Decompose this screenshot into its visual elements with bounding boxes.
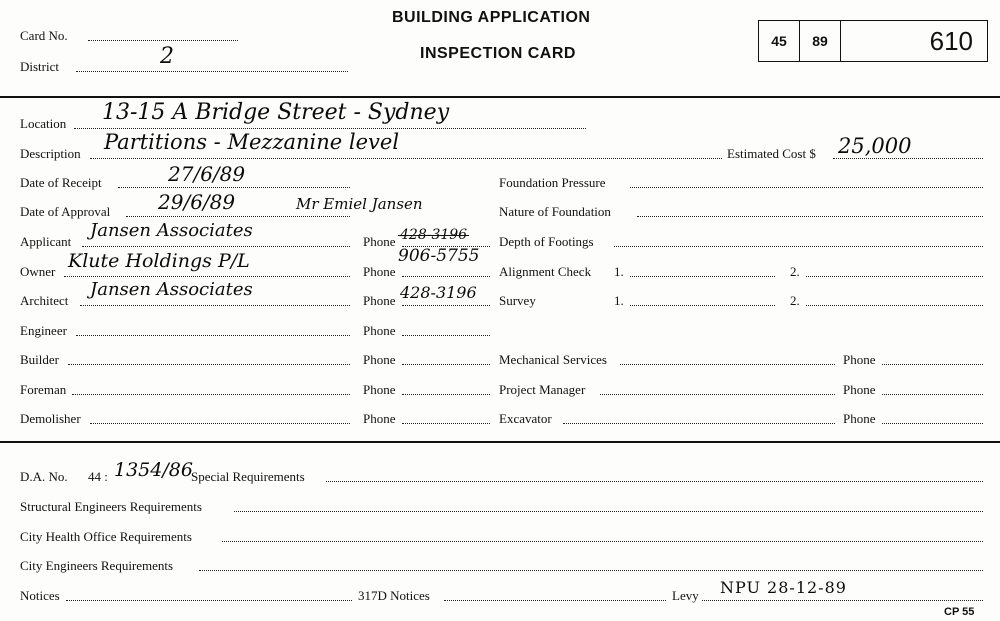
foreman-label: Foreman	[20, 382, 67, 397]
estimated-cost-label: Estimated Cost $	[727, 146, 816, 161]
survey-num-2: 2.	[790, 293, 800, 308]
structural-engineers-field[interactable]	[234, 511, 983, 512]
location-label: Location	[20, 116, 67, 131]
survey-field-1[interactable]	[630, 305, 775, 306]
da-no-value: 1354/86	[114, 459, 193, 481]
district-field[interactable]	[76, 71, 348, 72]
owner-field[interactable]	[64, 276, 350, 277]
card-no-field[interactable]	[88, 40, 238, 41]
survey-label: Survey	[499, 293, 536, 308]
city-health-field[interactable]	[222, 541, 983, 542]
mechanical-services-label: Mechanical Services	[499, 352, 607, 367]
architect-value: Jansen Associates	[90, 279, 253, 300]
levy-label: Levy	[672, 588, 699, 603]
date-of-receipt-value: 27/6/89	[168, 162, 246, 186]
demolisher-phone-label: Phone	[363, 411, 396, 426]
structural-engineers-label: Structural Engineers Requirements	[20, 499, 202, 514]
foreman-phone-label: Phone	[363, 382, 396, 397]
notices-317d-label: 317D Notices	[358, 588, 430, 603]
foreman-field[interactable]	[72, 394, 350, 395]
levy-value: NPU 28-12-89	[720, 578, 847, 597]
approver-name: Mr Emiel Jansen	[296, 195, 423, 213]
architect-phone-label: Phone	[363, 293, 396, 308]
alignment-field-1[interactable]	[630, 276, 775, 277]
applicant-phone-value: 428-3196	[400, 227, 468, 243]
architect-phone-field[interactable]	[402, 305, 490, 306]
description-label: Description	[20, 146, 81, 161]
excavator-label: Excavator	[499, 411, 552, 426]
owner-label: Owner	[20, 264, 56, 279]
mechanical-services-phone-label: Phone	[843, 352, 876, 367]
engineer-field[interactable]	[76, 335, 350, 336]
notices-field[interactable]	[66, 600, 352, 601]
excavator-field[interactable]	[563, 423, 835, 424]
nature-of-foundation-label: Nature of Foundation	[499, 204, 611, 219]
architect-field[interactable]	[80, 305, 350, 306]
project-manager-phone-label: Phone	[843, 382, 876, 397]
title-line-2: INSPECTION CARD	[420, 45, 576, 62]
district-value: 2	[160, 44, 174, 69]
alignment-num-2: 2.	[790, 264, 800, 279]
date-of-approval-field[interactable]	[126, 216, 350, 217]
district-label: District	[20, 59, 59, 74]
title-line-1: BUILDING APPLICATION	[392, 9, 591, 26]
city-engineers-field[interactable]	[199, 570, 983, 571]
location-value: 13-15 A Bridge Street - Sydney	[102, 100, 450, 125]
owner-phone-field[interactable]	[402, 276, 490, 277]
depth-of-footings-label: Depth of Footings	[499, 234, 594, 249]
box-cell-1: 45	[759, 21, 800, 61]
excavator-phone-field[interactable]	[882, 423, 983, 424]
form-code: CP 55	[944, 606, 975, 618]
estimated-cost-field[interactable]	[833, 158, 983, 159]
location-field[interactable]	[74, 128, 586, 129]
divider-top	[0, 96, 1000, 98]
estimated-cost-value: 25,000	[838, 134, 912, 158]
builder-phone-field[interactable]	[402, 364, 490, 365]
nature-of-foundation-field[interactable]	[637, 216, 983, 217]
description-value: Partitions - Mezzanine level	[104, 130, 400, 154]
foundation-pressure-label: Foundation Pressure	[499, 175, 606, 190]
applicant-value: Jansen Associates	[90, 220, 253, 241]
city-engineers-label: City Engineers Requirements	[20, 558, 174, 573]
date-of-approval-value: 29/6/89	[158, 190, 236, 214]
city-health-label: City Health Office Requirements	[20, 529, 192, 544]
engineer-phone-field[interactable]	[402, 335, 490, 336]
builder-label: Builder	[20, 352, 59, 367]
foreman-phone-field[interactable]	[402, 394, 490, 395]
special-requirements-label: Special Requirements	[191, 469, 305, 484]
project-manager-label: Project Manager	[499, 382, 586, 397]
special-requirements-field[interactable]	[326, 481, 983, 482]
architect-label: Architect	[20, 293, 69, 308]
demolisher-phone-field[interactable]	[402, 423, 490, 424]
survey-num-1: 1.	[614, 293, 624, 308]
project-manager-phone-field[interactable]	[882, 394, 983, 395]
card-no-label: Card No.	[20, 28, 68, 43]
engineer-label: Engineer	[20, 323, 67, 338]
architect-phone-value: 428-3196	[400, 283, 477, 302]
demolisher-field[interactable]	[90, 423, 350, 424]
da-no-prefix: 44 :	[88, 469, 108, 484]
description-field[interactable]	[90, 158, 722, 159]
alignment-num-1: 1.	[614, 264, 624, 279]
date-of-receipt-label: Date of Receipt	[20, 175, 102, 190]
foundation-pressure-field[interactable]	[630, 187, 983, 188]
engineer-phone-label: Phone	[363, 323, 396, 338]
owner-phone-value: 906-5755	[398, 246, 480, 266]
builder-phone-label: Phone	[363, 352, 396, 367]
box-card-number: 610	[929, 25, 973, 56]
da-no-label: D.A. No.	[20, 469, 68, 484]
excavator-phone-label: Phone	[843, 411, 876, 426]
card-number-box	[758, 20, 988, 62]
survey-field-2[interactable]	[806, 305, 983, 306]
applicant-label: Applicant	[20, 234, 72, 249]
alignment-check-label: Alignment Check	[499, 264, 592, 279]
box-cell-2: 89	[800, 21, 841, 61]
project-manager-field[interactable]	[600, 394, 835, 395]
notices-317d-field[interactable]	[444, 600, 666, 601]
owner-phone-label: Phone	[363, 264, 396, 279]
alignment-field-2[interactable]	[806, 276, 983, 277]
applicant-phone-label: Phone	[363, 234, 396, 249]
levy-field[interactable]	[702, 600, 983, 601]
applicant-field[interactable]	[82, 246, 350, 247]
owner-value: Klute Holdings P/L	[68, 250, 250, 272]
mechanical-services-field[interactable]	[620, 364, 835, 365]
divider-bottom	[0, 441, 1000, 443]
demolisher-label: Demolisher	[20, 411, 81, 426]
notices-label: Notices	[20, 588, 60, 603]
mechanical-services-phone-field[interactable]	[882, 364, 983, 365]
builder-field[interactable]	[68, 364, 350, 365]
date-of-approval-label: Date of Approval	[20, 204, 111, 219]
depth-of-footings-field[interactable]	[614, 246, 983, 247]
date-of-receipt-field[interactable]	[118, 187, 350, 188]
